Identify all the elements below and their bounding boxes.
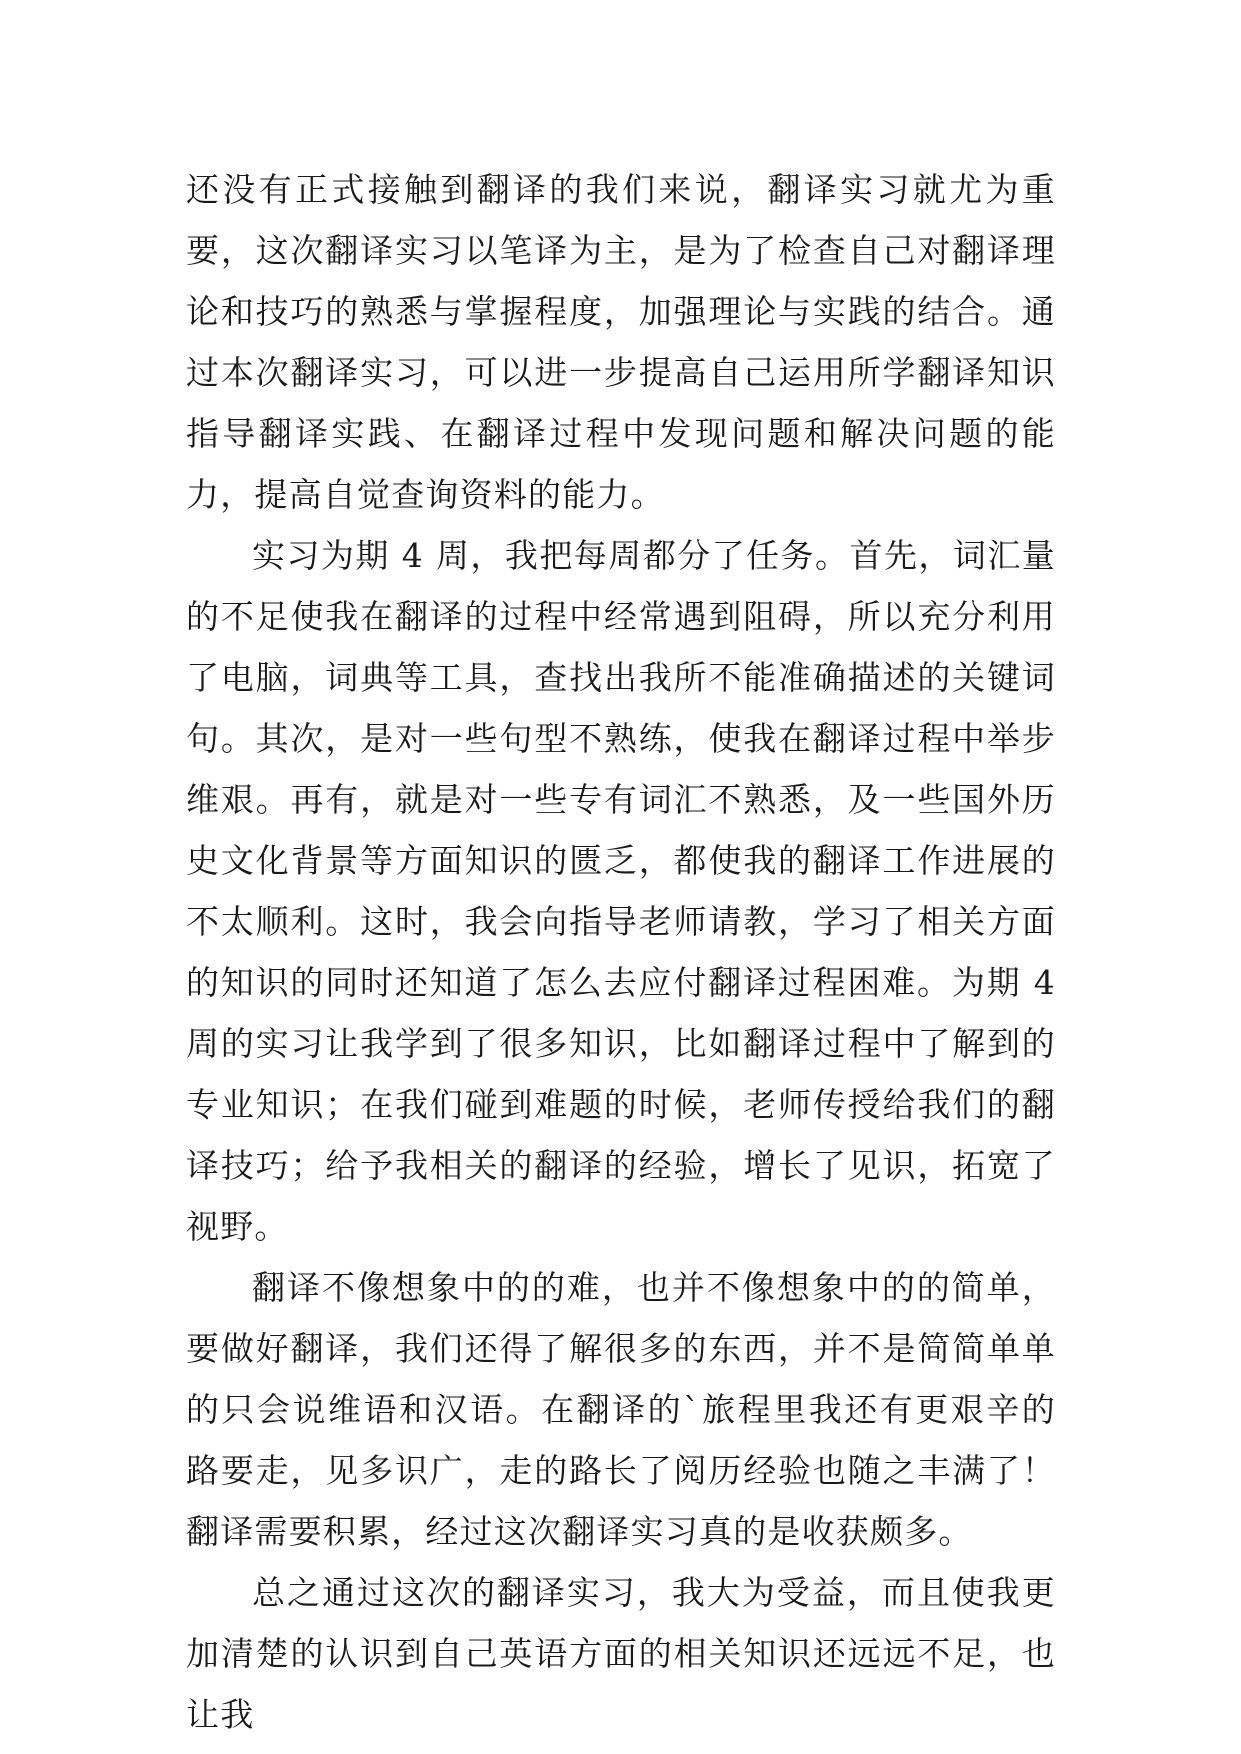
paragraph-2: 实习为期 4 周，我把每周都分了任务。首先，词汇量的不足使我在翻译的过程中经常遇到阻碍，所以充分利用了电脑，词典等工具，查找出我所不能准确描述的关键词句。其次，是对一些句型不熟练，使我在翻译过程中举步维艰。再有，就是对一些专有词汇不熟悉，及一些国外历史文化背景等方面知识的匮乏，都使我的翻译工作进展的不太顺利。这时，我会向指导老师请教，学习了相关方面的知识的同时还知道了怎么去应付翻译过程困难。为期 4 周的实习让我学到了很多知识，比如翻译过程中了解到的专业知识；在我们碰到难题的时候，老师传授给我们的翻译技巧；给予我相关的翻译的经验，增长了见识，拓宽了视野。 bbox=[186, 536, 1056, 1246]
paragraph-3: 翻译不像想象中的的难，也并不像想象中的的简单，要做好翻译，我们还得了解很多的东西，并不是简简单单的只会说维语和汉语。在翻译的`旅程里我还有更艰辛的路要走，见多识广，走的路长了阅历经验也随之丰满了！翻译需要积累，经过这次翻译实习真的是收获颇多。 bbox=[186, 1268, 1056, 1551]
paragraph-4: 总之通过这次的翻译实习，我大为受益，而且使我更加清楚的认识到自己英语方面的相关知识还远远不足，也让我 bbox=[186, 1573, 1056, 1734]
paragraph-1: 还没有正式接触到翻译的我们来说，翻译实习就尤为重要，这次翻译实习以笔译为主，是为了检查自己对翻译理论和技巧的熟悉与掌握程度，加强理论与实践的结合。通过本次翻译实习，可以进一步提高自己运用所学翻译知识指导翻译实践、在翻译过程中发现问题和解决问题的能力，提高自觉查询资料的能力。 bbox=[186, 170, 1056, 514]
document-body bbox=[186, 159, 1056, 1745]
